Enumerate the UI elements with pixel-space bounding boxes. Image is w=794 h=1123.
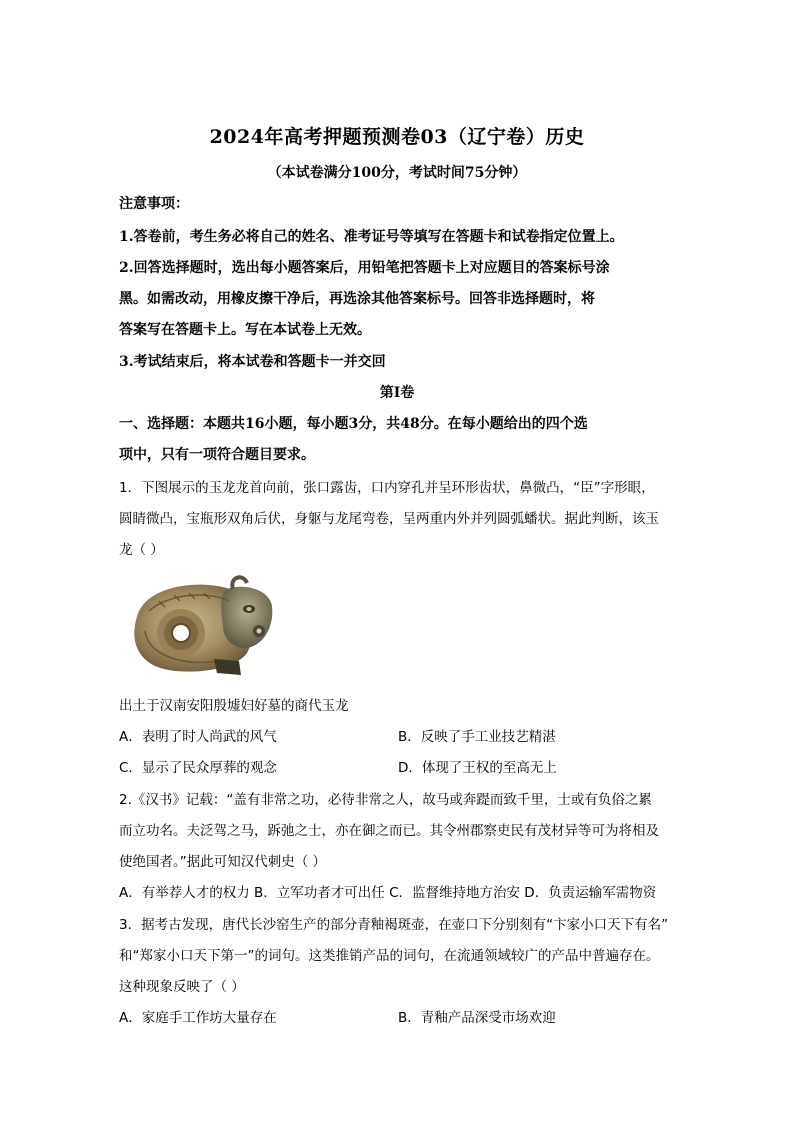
question-3-stem: 3．据考古发现，唐代长沙窑生产的部分青釉褐斑壶，在壶口下分别刻有“卞家小口天下有名” — [119, 917, 669, 933]
question-3-stem: 这种现象反映了（ ） — [119, 979, 245, 995]
exam-subtitle: （本试卷满分100分，考试时间75分钟） — [267, 165, 527, 181]
question-1-stem: 龙（ ） — [119, 542, 164, 558]
question-1-option-a[interactable]: A．表明了时人尚武的风气 — [119, 729, 277, 745]
question-2-stem: 而立功名。夫泛驾之马，跅弛之士，亦在御之而已。其令州郡察吏民有茂材异等可为将相及 — [119, 823, 659, 839]
notice-heading: 注意事项： — [119, 196, 189, 212]
exam-title: 2024年高考押题预测卷03（辽宁卷）历史 — [209, 126, 585, 148]
question-1-option-d[interactable]: D．体现了王权的至高无上 — [398, 760, 557, 776]
notice-item: 2.回答选择题时，选出每小题答案后，用铅笔把答题卡上对应题目的答案标号涂 — [119, 260, 610, 276]
notice-item: 3.考试结束后，将本试卷和答题卡一并交回 — [119, 354, 386, 370]
question-2-stem: 使绝国者。”据此可知汉代刺史（ ） — [119, 854, 327, 870]
question-2-options[interactable]: A．有举荐人才的权力 B．立军功者才可出任 C．监督维持地方治安 D．负责运输军需物资 — [119, 885, 657, 901]
question-1-stem: 1．下图展示的玉龙龙首向前，张口露齿，口内穿孔并呈环形齿状，鼻微凸，“臣”字形眼， — [119, 480, 655, 496]
volume-heading: 第I卷 — [379, 385, 415, 401]
notice-item: 黑。如需改动，用橡皮擦干净后，再选涂其他答案标号。回答非选择题时，将 — [119, 291, 595, 307]
jade-dragon-image — [119, 571, 274, 681]
question-3-stem: 和“郑家小口天下第一”的词句。这类推销产品的词句，在流通领域较广的产品中普遍存在。 — [119, 948, 660, 964]
question-1-image-caption: 出土于汉南安阳殷墟妇好墓的商代玉龙 — [119, 698, 349, 714]
question-1-option-b[interactable]: B．反映了手工业技艺精湛 — [398, 729, 556, 745]
notice-item: 1.答卷前，考生务必将自己的姓名、准考证号等填写在答题卡和试卷指定位置上。 — [119, 229, 624, 245]
question-2-stem: 2.《汉书》记载：“盖有非常之功，必待非常之人，故马或奔踶而致千里，士或有负俗之累 — [119, 792, 652, 808]
section-instruction: 一、选择题：本题共16小题，每小题3分，共48分。在每小题给出的四个选 — [119, 416, 588, 432]
question-1-stem: 圆睛微凸，宝瓶形双角后伏，身躯与龙尾弯卷，呈两重内外并列圆弧蟠状。据此判断，该玉 — [119, 511, 659, 527]
section-instruction: 项中，只有一项符合题目要求。 — [119, 447, 315, 463]
question-3-option-b[interactable]: B．青釉产品深受市场欢迎 — [398, 1010, 556, 1026]
notice-item: 答案写在答题卡上。写在本试卷上无效。 — [119, 322, 371, 338]
question-3-option-a[interactable]: A．家庭手工作坊大量存在 — [119, 1010, 277, 1026]
question-1-option-c[interactable]: C．显示了民众厚葬的观念 — [119, 760, 277, 776]
